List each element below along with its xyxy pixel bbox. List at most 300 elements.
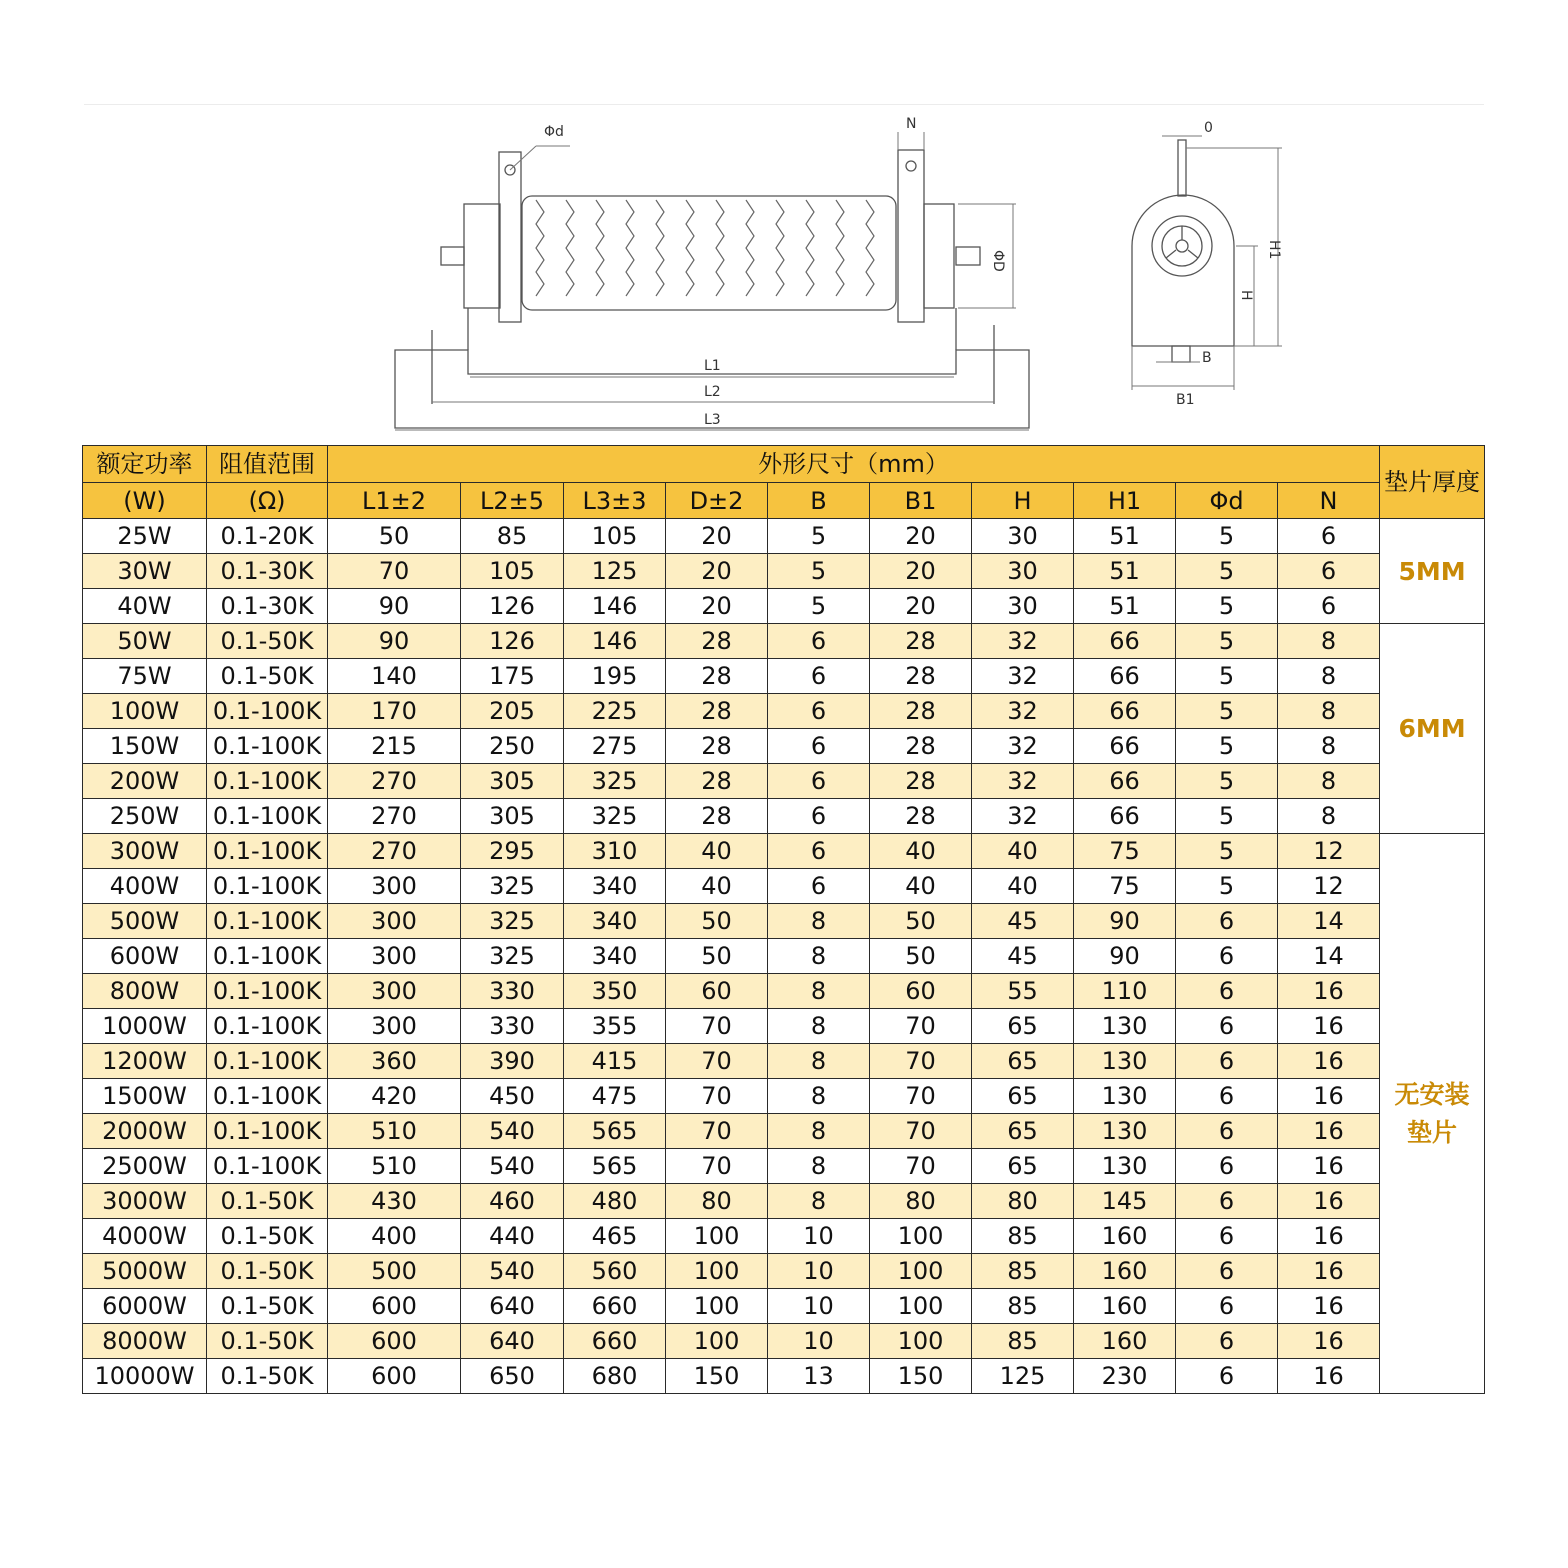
cell-dimension: 28: [666, 729, 768, 764]
cell-power: 6000W: [83, 1289, 207, 1324]
cell-power: 3000W: [83, 1184, 207, 1219]
cell-power: 10000W: [83, 1359, 207, 1394]
cell-dimension: 680: [564, 1359, 666, 1394]
cell-dimension: 70: [328, 554, 461, 589]
cell-dimension: 32: [972, 764, 1074, 799]
cell-dimension: 75: [1074, 834, 1176, 869]
header-col: H1: [1074, 483, 1176, 519]
cell-dimension: 70: [870, 1149, 972, 1184]
header-dimensions: 外形尺寸（mm）: [328, 446, 1380, 483]
label-b: B: [1202, 350, 1212, 366]
cell-dimension: 310: [564, 834, 666, 869]
cell-dimension: 160: [1074, 1254, 1176, 1289]
cell-dimension: 480: [564, 1184, 666, 1219]
cell-dimension: 150: [666, 1359, 768, 1394]
cell-dimension: 300: [328, 1009, 461, 1044]
cell-dimension: 325: [564, 764, 666, 799]
cell-dimension: 32: [972, 694, 1074, 729]
cell-dimension: 215: [328, 729, 461, 764]
header-col: B1: [870, 483, 972, 519]
cell-dimension: 5: [1176, 589, 1278, 624]
cell-dimension: 10: [768, 1324, 870, 1359]
cell-dimension: 8: [768, 1149, 870, 1184]
cell-dimension: 70: [870, 1009, 972, 1044]
cell-dimension: 16: [1278, 1009, 1380, 1044]
resistor-dimension-drawing: [0, 0, 1568, 445]
bolt-left: [441, 247, 464, 265]
cell-dimension: 20: [666, 589, 768, 624]
cell-range: 0.1-100K: [207, 1009, 328, 1044]
cell-dimension: 420: [328, 1079, 461, 1114]
cell-power: 1000W: [83, 1009, 207, 1044]
spec-table-body: [83, 519, 1485, 1394]
cell-dimension: 145: [1074, 1184, 1176, 1219]
cell-dimension: 50: [666, 939, 768, 974]
cell-dimension: 51: [1074, 589, 1176, 624]
cell-dimension: 6: [1176, 1219, 1278, 1254]
cell-dimension: 415: [564, 1044, 666, 1079]
cell-dimension: 51: [1074, 554, 1176, 589]
cell-power: 4000W: [83, 1219, 207, 1254]
cell-dimension: 325: [564, 799, 666, 834]
cell-dimension: 14: [1278, 939, 1380, 974]
cell-dimension: 65: [972, 1079, 1074, 1114]
cell-dimension: 6: [768, 659, 870, 694]
cell-dimension: 126: [461, 589, 564, 624]
table-row: [83, 659, 1485, 694]
cell-dimension: 40: [972, 869, 1074, 904]
table-row: [83, 624, 1485, 659]
cell-dimension: 6: [1176, 1324, 1278, 1359]
cell-dimension: 6: [1176, 1079, 1278, 1114]
cell-dimension: 20: [870, 519, 972, 554]
cell-dimension: 10: [768, 1219, 870, 1254]
cell-dimension: 6: [768, 729, 870, 764]
cell-dimension: 16: [1278, 1184, 1380, 1219]
cell-dimension: 5: [1176, 799, 1278, 834]
cell-dimension: 16: [1278, 1219, 1380, 1254]
cell-dimension: 20: [666, 554, 768, 589]
cell-dimension: 85: [972, 1324, 1074, 1359]
cell-dimension: 6: [1278, 589, 1380, 624]
cell-dimension: 330: [461, 974, 564, 1009]
cell-dimension: 10: [768, 1254, 870, 1289]
cell-dimension: 390: [461, 1044, 564, 1079]
cell-dimension: 100: [870, 1219, 972, 1254]
cell-dimension: 70: [666, 1149, 768, 1184]
header-col: N: [1278, 483, 1380, 519]
cell-dimension: 600: [328, 1359, 461, 1394]
label-l1: L1: [704, 358, 721, 374]
cell-dimension: 6: [1176, 1359, 1278, 1394]
header-col: B: [768, 483, 870, 519]
cell-power: 200W: [83, 764, 207, 799]
cell-dimension: 8: [1278, 729, 1380, 764]
cell-dimension: 28: [870, 624, 972, 659]
cell-dimension: 100: [666, 1324, 768, 1359]
cell-dimension: 300: [328, 939, 461, 974]
cell-dimension: 340: [564, 904, 666, 939]
cell-dimension: 8: [768, 974, 870, 1009]
cell-dimension: 50: [870, 904, 972, 939]
cell-dimension: 5: [1176, 519, 1278, 554]
table-row: [83, 1149, 1485, 1184]
cell-dimension: 355: [564, 1009, 666, 1044]
cell-dimension: 300: [328, 869, 461, 904]
label-phi-d: Φd: [544, 124, 564, 140]
cell-dimension: 85: [461, 519, 564, 554]
cell-dimension: 270: [328, 764, 461, 799]
cell-range: 0.1-100K: [207, 834, 328, 869]
cell-dimension: 5: [768, 554, 870, 589]
cell-dimension: 10: [768, 1289, 870, 1324]
cell-power: 1200W: [83, 1044, 207, 1079]
cell-dimension: 270: [328, 799, 461, 834]
cell-dimension: 5: [1176, 694, 1278, 729]
header-col: D±2: [666, 483, 768, 519]
cell-dimension: 105: [564, 519, 666, 554]
cell-dimension: 66: [1074, 659, 1176, 694]
cell-dimension: 28: [666, 659, 768, 694]
cell-dimension: 40: [666, 834, 768, 869]
cell-dimension: 8: [768, 1079, 870, 1114]
terminal-left: [499, 152, 521, 322]
header-col: L2±5: [461, 483, 564, 519]
cell-dimension: 6: [1278, 554, 1380, 589]
cell-dimension: 60: [870, 974, 972, 1009]
cell-dimension: 100: [870, 1289, 972, 1324]
cell-dimension: 6: [1176, 1289, 1278, 1324]
cell-dimension: 85: [972, 1254, 1074, 1289]
table-row: [83, 1289, 1485, 1324]
cell-dimension: 16: [1278, 974, 1380, 1009]
cell-dimension: 130: [1074, 1009, 1176, 1044]
table-row: [83, 1009, 1485, 1044]
cell-dimension: 5: [1176, 554, 1278, 589]
cell-dimension: 6: [1278, 519, 1380, 554]
cell-dimension: 640: [461, 1289, 564, 1324]
table-row: [83, 1044, 1485, 1079]
cell-dimension: 20: [870, 554, 972, 589]
table-row: [83, 1219, 1485, 1254]
cell-dimension: 510: [328, 1114, 461, 1149]
cell-dimension: 20: [666, 519, 768, 554]
cell-dimension: 70: [870, 1114, 972, 1149]
cell-dimension: 32: [972, 659, 1074, 694]
cell-dimension: 6: [1176, 1149, 1278, 1184]
cell-dimension: 325: [461, 904, 564, 939]
header-col: L3±3: [564, 483, 666, 519]
cell-power: 150W: [83, 729, 207, 764]
cell-dimension: 8: [1278, 694, 1380, 729]
cell-dimension: 600: [328, 1324, 461, 1359]
table-row: [83, 1079, 1485, 1114]
cell-dimension: 80: [870, 1184, 972, 1219]
cell-dimension: 6: [1176, 939, 1278, 974]
label-h: H: [1238, 290, 1254, 301]
cell-dimension: 45: [972, 904, 1074, 939]
cell-dimension: 60: [666, 974, 768, 1009]
table-row: [83, 589, 1485, 624]
header-resistance-cn: 阻值范围: [207, 446, 328, 483]
cell-dimension: 500: [328, 1254, 461, 1289]
cell-dimension: 8: [1278, 624, 1380, 659]
cell-dimension: 450: [461, 1079, 564, 1114]
cell-dimension: 16: [1278, 1044, 1380, 1079]
cell-dimension: 5: [768, 589, 870, 624]
label-side-top: 0: [1204, 120, 1213, 136]
bolt-right: [956, 247, 980, 265]
cell-power: 400W: [83, 869, 207, 904]
cell-dimension: 30: [972, 589, 1074, 624]
cell-range: 0.1-50K: [207, 624, 328, 659]
cell-dimension: 80: [972, 1184, 1074, 1219]
cell-range: 0.1-100K: [207, 869, 328, 904]
header-col: H: [972, 483, 1074, 519]
cell-dimension: 40: [972, 834, 1074, 869]
cell-dimension: 130: [1074, 1149, 1176, 1184]
label-n: N: [906, 116, 917, 132]
cell-dimension: 66: [1074, 799, 1176, 834]
cell-dimension: 6: [1176, 974, 1278, 1009]
cell-dimension: 325: [461, 939, 564, 974]
cell-power: 40W: [83, 589, 207, 624]
cell-dimension: 50: [870, 939, 972, 974]
cell-dimension: 300: [328, 904, 461, 939]
cell-dimension: 340: [564, 939, 666, 974]
cell-dimension: 28: [666, 694, 768, 729]
cell-dimension: 75: [1074, 869, 1176, 904]
cell-dimension: 5: [1176, 834, 1278, 869]
cell-dimension: 8: [1278, 659, 1380, 694]
side-view: [1132, 140, 1234, 362]
cell-dimension: 16: [1278, 1254, 1380, 1289]
cell-dimension: 70: [666, 1079, 768, 1114]
cell-dimension: 65: [972, 1114, 1074, 1149]
table-row: [83, 1184, 1485, 1219]
table-row: [83, 834, 1485, 869]
cell-dimension: 660: [564, 1324, 666, 1359]
cell-dimension: 16: [1278, 1079, 1380, 1114]
cell-dimension: 70: [870, 1079, 972, 1114]
cell-dimension: 170: [328, 694, 461, 729]
cell-dimension: 465: [564, 1219, 666, 1254]
cell-dimension: 160: [1074, 1219, 1176, 1254]
coil-windings: [536, 200, 874, 296]
cell-dimension: 66: [1074, 764, 1176, 799]
cell-dimension: 440: [461, 1219, 564, 1254]
cell-power: 25W: [83, 519, 207, 554]
table-row: [83, 799, 1485, 834]
cell-dimension: 5: [1176, 624, 1278, 659]
cell-dimension: 6: [768, 869, 870, 904]
cell-dimension: 400: [328, 1219, 461, 1254]
cell-power: 50W: [83, 624, 207, 659]
table-row: [83, 764, 1485, 799]
cell-dimension: 5: [1176, 764, 1278, 799]
cell-dimension: 70: [666, 1044, 768, 1079]
spec-table: [82, 445, 1485, 1394]
cell-dimension: 350: [564, 974, 666, 1009]
cell-dimension: 6: [1176, 1254, 1278, 1289]
label-l3: L3: [704, 412, 721, 428]
cell-dimension: 540: [461, 1114, 564, 1149]
cell-dimension: 50: [666, 904, 768, 939]
cell-dimension: 195: [564, 659, 666, 694]
cell-dimension: 160: [1074, 1324, 1176, 1359]
cell-dimension: 100: [666, 1289, 768, 1324]
cell-range: 0.1-100K: [207, 974, 328, 1009]
cell-power: 600W: [83, 939, 207, 974]
cell-range: 0.1-50K: [207, 1184, 328, 1219]
cell-dimension: 205: [461, 694, 564, 729]
label-b1: B1: [1176, 392, 1195, 408]
cell-dimension: 65: [972, 1009, 1074, 1044]
cell-dimension: 126: [461, 624, 564, 659]
cell-power: 100W: [83, 694, 207, 729]
cell-range: 0.1-100K: [207, 939, 328, 974]
cell-dimension: 66: [1074, 694, 1176, 729]
cell-dimension: 160: [1074, 1289, 1176, 1324]
cell-dimension: 660: [564, 1289, 666, 1324]
cell-power: 500W: [83, 904, 207, 939]
cell-dimension: 6: [1176, 1184, 1278, 1219]
cell-dimension: 51: [1074, 519, 1176, 554]
cell-dimension: 100: [870, 1324, 972, 1359]
cell-dimension: 50: [328, 519, 461, 554]
cell-dimension: 65: [972, 1149, 1074, 1184]
cell-dimension: 8: [1278, 799, 1380, 834]
table-row: [83, 974, 1485, 1009]
header-col: Φd: [1176, 483, 1278, 519]
cell-dimension: 16: [1278, 1114, 1380, 1149]
cell-dimension: 360: [328, 1044, 461, 1079]
cell-dimension: 40: [666, 869, 768, 904]
terminal-right: [898, 150, 924, 322]
cell-dimension: 510: [328, 1149, 461, 1184]
cell-power: 300W: [83, 834, 207, 869]
cell-dimension: 13: [768, 1359, 870, 1394]
cell-dimension: 8: [768, 1044, 870, 1079]
cell-dimension: 16: [1278, 1359, 1380, 1394]
cell-dimension: 150: [870, 1359, 972, 1394]
cell-range: 0.1-100K: [207, 1149, 328, 1184]
cell-dimension: 90: [328, 624, 461, 659]
cell-dimension: 230: [1074, 1359, 1176, 1394]
cell-dimension: 250: [461, 729, 564, 764]
label-h1: H1: [1266, 240, 1282, 260]
cell-dimension: 225: [564, 694, 666, 729]
cell-range: 0.1-50K: [207, 1289, 328, 1324]
cell-dimension: 8: [768, 939, 870, 974]
cell-dimension: 32: [972, 729, 1074, 764]
cell-dimension: 330: [461, 1009, 564, 1044]
label-phi-D: ΦD: [990, 250, 1006, 272]
cell-dimension: 85: [972, 1219, 1074, 1254]
cell-dimension: 70: [666, 1009, 768, 1044]
cell-dimension: 300: [328, 974, 461, 1009]
cell-dimension: 70: [666, 1114, 768, 1149]
cell-dimension: 16: [1278, 1149, 1380, 1184]
cell-dimension: 28: [870, 659, 972, 694]
cell-range: 0.1-100K: [207, 1044, 328, 1079]
cell-range: 0.1-50K: [207, 659, 328, 694]
cell-dimension: 40: [870, 834, 972, 869]
cell-dimension: 175: [461, 659, 564, 694]
cell-dimension: 28: [666, 799, 768, 834]
cell-dimension: 30: [972, 519, 1074, 554]
cell-dimension: 30: [972, 554, 1074, 589]
cell-power: 800W: [83, 974, 207, 1009]
cell-range: 0.1-100K: [207, 764, 328, 799]
table-row: [83, 694, 1485, 729]
cell-dimension: 6: [1176, 1009, 1278, 1044]
header-power-cn: 额定功率: [83, 446, 207, 483]
cell-dimension: 146: [564, 624, 666, 659]
table-row: [83, 554, 1485, 589]
cell-dimension: 28: [870, 729, 972, 764]
cell-dimension: 325: [461, 869, 564, 904]
cell-pad-thickness: 无安装 垫片: [1380, 834, 1485, 1394]
cell-dimension: 6: [768, 624, 870, 659]
table-row: [83, 869, 1485, 904]
cell-dimension: 8: [1278, 764, 1380, 799]
table-row: [83, 1114, 1485, 1149]
cell-dimension: 565: [564, 1149, 666, 1184]
cell-dimension: 560: [564, 1254, 666, 1289]
cell-range: 0.1-100K: [207, 694, 328, 729]
cell-dimension: 6: [1176, 1114, 1278, 1149]
cell-dimension: 8: [768, 1114, 870, 1149]
cell-dimension: 45: [972, 939, 1074, 974]
label-l2: L2: [704, 384, 721, 400]
cell-dimension: 28: [870, 799, 972, 834]
cell-range: 0.1-100K: [207, 904, 328, 939]
cell-dimension: 650: [461, 1359, 564, 1394]
cell-dimension: 275: [564, 729, 666, 764]
cell-dimension: 40: [870, 869, 972, 904]
cell-range: 0.1-20K: [207, 519, 328, 554]
table-row: [83, 1254, 1485, 1289]
cell-pad-thickness: 6MM: [1380, 624, 1485, 834]
cell-dimension: 6: [1176, 904, 1278, 939]
cell-dimension: 5: [1176, 659, 1278, 694]
cell-dimension: 70: [870, 1044, 972, 1079]
cell-dimension: 110: [1074, 974, 1176, 1009]
cell-dimension: 340: [564, 869, 666, 904]
cell-dimension: 6: [768, 799, 870, 834]
cell-dimension: 6: [768, 694, 870, 729]
cell-dimension: 90: [1074, 939, 1176, 974]
cell-dimension: 130: [1074, 1079, 1176, 1114]
cell-dimension: 28: [870, 694, 972, 729]
cell-dimension: 100: [666, 1219, 768, 1254]
tube-end-left: [464, 204, 500, 308]
cell-dimension: 6: [768, 834, 870, 869]
cell-dimension: 565: [564, 1114, 666, 1149]
header-resistance-unit: (Ω): [207, 483, 328, 519]
cell-dimension: 305: [461, 764, 564, 799]
cell-dimension: 146: [564, 589, 666, 624]
cell-dimension: 16: [1278, 1324, 1380, 1359]
cell-dimension: 100: [870, 1254, 972, 1289]
cell-dimension: 66: [1074, 729, 1176, 764]
cell-dimension: 66: [1074, 624, 1176, 659]
cell-dimension: 32: [972, 624, 1074, 659]
cell-dimension: 6: [1176, 1044, 1278, 1079]
cell-range: 0.1-50K: [207, 1324, 328, 1359]
side-bracket: [1132, 195, 1234, 346]
